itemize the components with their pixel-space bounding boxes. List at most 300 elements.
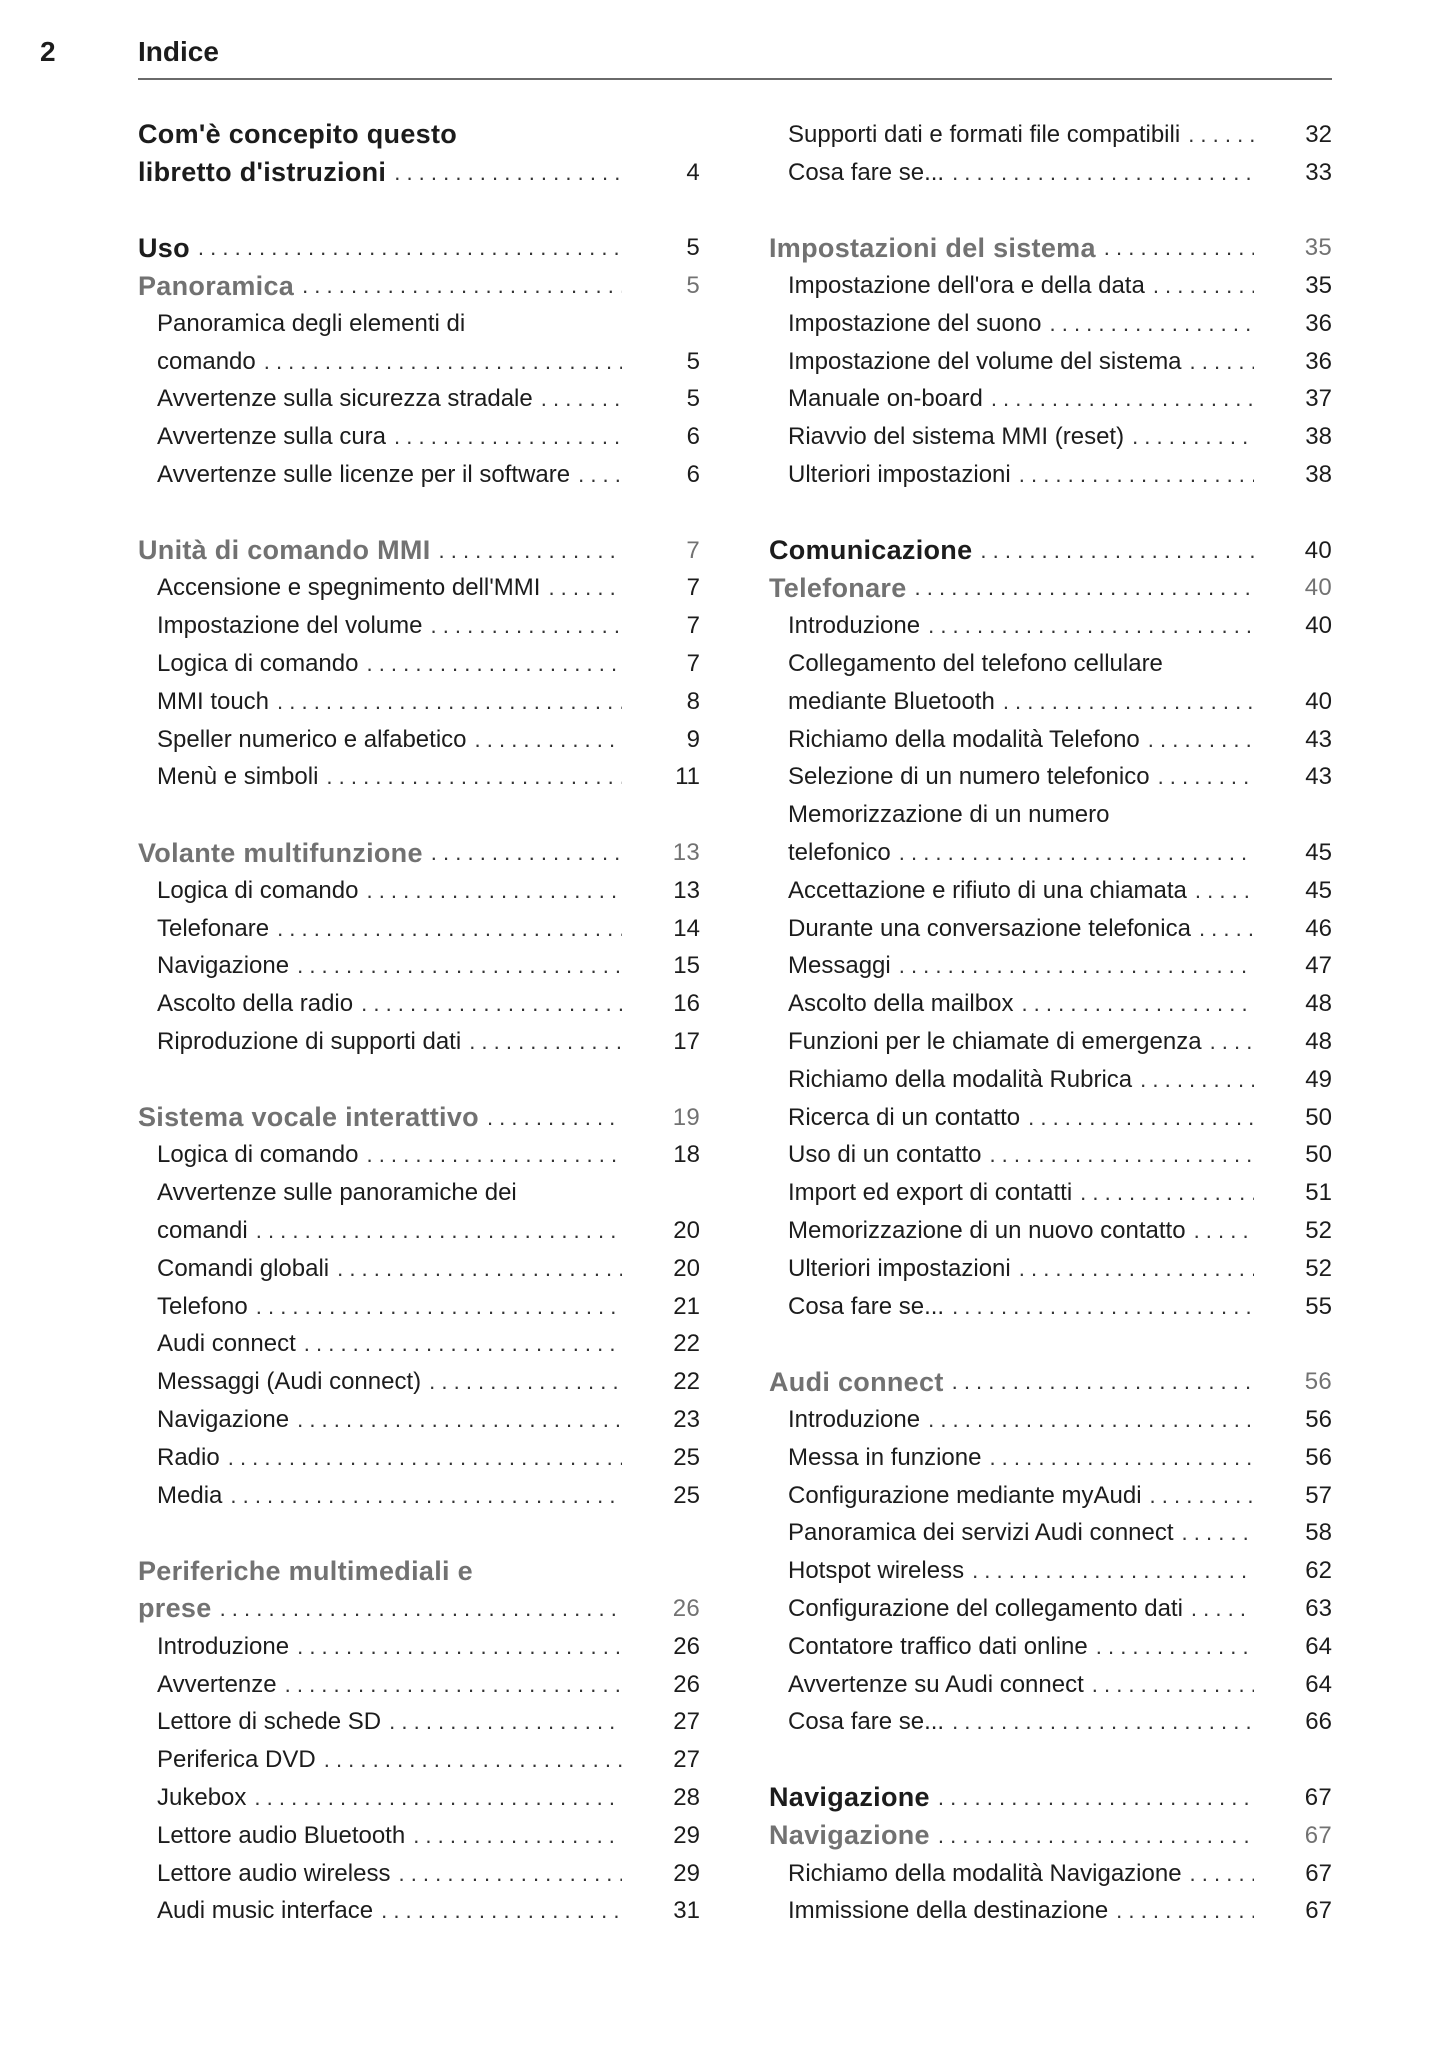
toc-page-number: 50 xyxy=(1305,1141,1332,1169)
toc-entry-title: Impostazioni del sistema xyxy=(769,232,1096,263)
dot-leader xyxy=(269,916,622,942)
toc-entry-title: Comunicazione xyxy=(769,535,973,566)
toc-entry[interactable] xyxy=(138,1628,700,1666)
toc-entry-title: Panoramica xyxy=(138,270,295,301)
toc-page-number: 58 xyxy=(1305,1519,1332,1547)
toc-page-number: 27 xyxy=(673,1708,700,1736)
toc-section-heading xyxy=(138,116,700,154)
toc-page-number: 7 xyxy=(686,650,700,678)
toc-entry-title: libretto d'istruzioni xyxy=(138,157,387,188)
toc-page-number: 16 xyxy=(673,990,700,1018)
toc-entry-title: mediante Bluetooth xyxy=(788,687,995,715)
blank-line xyxy=(769,494,1332,532)
toc-entry-title: Media xyxy=(157,1481,223,1509)
toc-section-heading[interactable] xyxy=(138,834,700,872)
dot-leader xyxy=(981,1445,1254,1471)
toc-entry[interactable] xyxy=(138,683,700,721)
toc-entry-title: Collegamento del telefono cellulare xyxy=(788,650,1163,678)
toc-entry[interactable] xyxy=(769,607,1332,645)
dot-leader xyxy=(373,1898,622,1924)
dot-leader xyxy=(907,575,1254,601)
toc-entry-title: Periferica DVD xyxy=(157,1746,316,1774)
toc-page-number: 22 xyxy=(673,1330,700,1358)
toc-page-number: 45 xyxy=(1305,876,1332,904)
toc-entry[interactable] xyxy=(138,1439,700,1477)
dot-leader xyxy=(246,1785,622,1811)
dot-leader xyxy=(930,1823,1254,1849)
toc-page-number: 63 xyxy=(1305,1594,1332,1622)
toc-entry-title: Messa in funzione xyxy=(788,1443,982,1471)
dot-leader xyxy=(1180,122,1254,148)
toc-entry[interactable] xyxy=(138,948,700,986)
toc-entry-title: Navigazione xyxy=(769,1782,930,1813)
blank-line xyxy=(138,494,700,532)
toc-entry[interactable] xyxy=(138,1741,700,1779)
toc-entry-title: Richiamo della modalità Navigazione xyxy=(788,1859,1182,1887)
toc-entry[interactable] xyxy=(769,1628,1332,1666)
toc-entry-title: Ulteriori impostazioni xyxy=(788,1254,1011,1282)
dot-leader xyxy=(289,1407,622,1433)
toc-entry[interactable] xyxy=(138,1666,700,1704)
toc-page-number: 51 xyxy=(1305,1179,1332,1207)
toc-page-number: 43 xyxy=(1305,763,1332,791)
toc-page-number: 35 xyxy=(1304,234,1332,262)
toc-entry[interactable] xyxy=(769,381,1332,419)
dot-leader xyxy=(289,1634,622,1660)
dot-leader xyxy=(1140,727,1254,753)
toc-entry-title: Lettore di schede SD xyxy=(157,1708,382,1736)
toc-entry-title: Avvertenze sulla sicurezza stradale xyxy=(157,385,533,413)
toc-page-number: 52 xyxy=(1305,1217,1332,1244)
toc-entry[interactable] xyxy=(769,116,1332,154)
dot-leader xyxy=(944,1294,1254,1320)
toc-page-number: 4 xyxy=(686,158,700,186)
toc-entry[interactable] xyxy=(769,1137,1332,1175)
blank-line xyxy=(138,1061,700,1099)
dot-leader xyxy=(1096,235,1254,261)
dot-leader xyxy=(422,613,622,639)
toc-entry[interactable] xyxy=(769,1514,1332,1552)
toc-entry-title: Audi connect xyxy=(769,1366,944,1397)
toc-page-number: 66 xyxy=(1305,1708,1332,1736)
dot-leader xyxy=(318,764,622,790)
toc-page-number: 29 xyxy=(673,1821,700,1849)
toc-entry-title: telefonico xyxy=(788,839,891,867)
dot-leader xyxy=(995,689,1254,715)
dot-leader xyxy=(964,1558,1254,1584)
toc-entry[interactable] xyxy=(138,645,700,683)
toc-entry[interactable] xyxy=(138,985,700,1023)
dot-leader xyxy=(944,1369,1254,1395)
toc-page-number: 11 xyxy=(675,763,700,791)
toc-entry-title: Periferiche multimediali e xyxy=(138,1555,473,1586)
toc-page-number: 29 xyxy=(673,1859,700,1887)
dot-leader xyxy=(289,953,622,979)
toc-page-number: 6 xyxy=(686,461,700,489)
toc-page-number: 40 xyxy=(1304,574,1332,602)
dot-leader xyxy=(1011,1256,1254,1282)
dot-leader xyxy=(983,386,1254,412)
dot-leader xyxy=(256,349,622,375)
toc-page-number: 67 xyxy=(1305,1897,1332,1925)
toc-entry[interactable] xyxy=(769,683,1332,721)
toc-entry-title: Impostazione del volume del sistema xyxy=(788,347,1182,375)
toc-page-number: 57 xyxy=(1305,1481,1332,1509)
toc-page-number: 43 xyxy=(1305,725,1332,753)
toc-entry-title: Navigazione xyxy=(769,1820,930,1851)
toc-entry-title: Richiamo della modalità Telefono xyxy=(788,725,1140,753)
toc-entry-title: Navigazione xyxy=(157,952,290,980)
dot-leader xyxy=(190,235,622,261)
toc-page-number: 21 xyxy=(673,1292,700,1320)
toc-entry[interactable] xyxy=(769,1666,1332,1704)
toc-entry-title: Uso di un contatto xyxy=(788,1141,982,1169)
toc-page-number: 64 xyxy=(1305,1632,1332,1660)
toc-entry-title: Import ed export di contatti xyxy=(788,1179,1073,1207)
blank-line xyxy=(138,796,700,834)
toc-entry-title: Avvertenze sulla cura xyxy=(157,423,387,451)
toc-page-number: 33 xyxy=(1305,158,1332,186)
toc-page-number: 22 xyxy=(673,1368,700,1396)
toc-entry[interactable] xyxy=(769,1401,1332,1439)
toc-entry[interactable] xyxy=(138,343,700,381)
toc-page-number: 26 xyxy=(672,1594,700,1622)
toc-entry[interactable] xyxy=(138,1817,700,1855)
toc-entry-title: Introduzione xyxy=(157,1632,290,1660)
dot-leader xyxy=(1088,1634,1254,1660)
dot-leader xyxy=(1013,991,1254,1017)
toc-entry[interactable] xyxy=(138,1137,700,1175)
toc-page-number: 23 xyxy=(673,1405,700,1433)
toc-entry[interactable] xyxy=(769,910,1332,948)
toc-entry-title: Introduzione xyxy=(788,1405,921,1433)
toc-section-heading[interactable] xyxy=(138,267,700,305)
toc-section-heading[interactable] xyxy=(769,229,1332,267)
toc-entry-title: Avvertenze sulle panoramiche dei xyxy=(157,1179,517,1207)
toc-page-number: 7 xyxy=(686,536,700,564)
toc-section-heading[interactable] xyxy=(769,532,1332,570)
toc-entry-title: Ulteriori impostazioni xyxy=(788,461,1011,489)
toc-page-number: 48 xyxy=(1305,990,1332,1018)
toc-entry-title: Uso xyxy=(138,232,190,263)
toc-entry-title: Supporti dati e formati file compatibili xyxy=(788,120,1181,148)
dot-leader xyxy=(1084,1672,1254,1698)
dot-leader xyxy=(920,1407,1254,1433)
toc-entry-title: Logica di comando xyxy=(157,650,359,678)
toc-page-number: 38 xyxy=(1305,461,1332,489)
toc-entry[interactable] xyxy=(138,1892,700,1930)
toc-page-number: 40 xyxy=(1304,536,1332,564)
toc-entry-title: Ascolto della mailbox xyxy=(788,990,1014,1018)
toc-entry[interactable] xyxy=(769,1477,1332,1515)
toc-entry-title: Audi music interface xyxy=(157,1897,374,1925)
toc-entry[interactable] xyxy=(138,607,700,645)
toc-entry[interactable] xyxy=(138,872,700,910)
toc-section-heading[interactable] xyxy=(138,229,700,267)
toc-page-number: 20 xyxy=(673,1217,700,1244)
toc-entry[interactable] xyxy=(769,1288,1332,1326)
toc-entry-title: Messaggi xyxy=(788,952,891,980)
dot-leader xyxy=(431,538,623,564)
toc-entry[interactable] xyxy=(138,1212,700,1250)
dot-leader xyxy=(329,1256,622,1282)
toc-entry[interactable] xyxy=(769,1439,1332,1477)
toc-entry-title: Impostazione del volume xyxy=(157,612,423,640)
toc-page-number: 49 xyxy=(1305,1065,1332,1093)
dot-leader xyxy=(1011,462,1254,488)
toc-entry[interactable] xyxy=(138,570,700,608)
dot-leader xyxy=(1150,764,1254,790)
dot-leader xyxy=(294,273,622,299)
toc-entry-title: Lettore audio wireless xyxy=(157,1859,391,1887)
toc-page-number: 5 xyxy=(686,272,700,300)
toc-entry-title: Configurazione del collegamento dati xyxy=(788,1594,1183,1622)
toc-entry[interactable] xyxy=(138,1477,700,1515)
toc-section-heading[interactable] xyxy=(138,1590,700,1628)
dot-leader xyxy=(1142,1483,1254,1509)
toc-entry-title: Panoramica dei servizi Audi connect xyxy=(788,1519,1174,1547)
toc-entry-title: Durante una conversazione telefonica xyxy=(788,914,1191,942)
toc-section-heading[interactable] xyxy=(769,1779,1332,1817)
toc-entry[interactable] xyxy=(769,343,1332,381)
toc-entry[interactable] xyxy=(769,1212,1332,1250)
toc-entry-title: Sistema vocale interattivo xyxy=(138,1102,479,1133)
toc-page-number: 5 xyxy=(686,385,700,413)
dot-leader xyxy=(467,727,622,753)
toc-entry[interactable] xyxy=(769,872,1332,910)
toc-page-number: 26 xyxy=(673,1632,700,1660)
toc-page-number: 56 xyxy=(1304,1368,1332,1396)
dot-leader xyxy=(891,840,1254,866)
toc-section-heading[interactable] xyxy=(769,1363,1332,1401)
toc-page-number: 26 xyxy=(673,1670,700,1698)
toc-entry xyxy=(138,1174,700,1212)
dot-leader xyxy=(570,462,622,488)
blank-line xyxy=(769,1326,1332,1364)
toc-page-number: 67 xyxy=(1304,1783,1332,1811)
dot-leader xyxy=(277,1672,622,1698)
dot-leader xyxy=(421,1369,622,1395)
toc-page-number: 37 xyxy=(1305,385,1332,413)
toc-page-number: 5 xyxy=(686,234,700,262)
toc-entry[interactable] xyxy=(138,1326,700,1364)
dot-leader xyxy=(353,991,622,1017)
toc-page-number: 36 xyxy=(1305,309,1332,337)
page-title: Indice xyxy=(138,36,219,67)
toc-entry[interactable] xyxy=(769,1250,1332,1288)
toc-entry-title: Menù e simboli xyxy=(157,763,319,791)
dot-leader xyxy=(390,1861,622,1887)
blank-line xyxy=(138,192,700,230)
toc-entry-title: Telefono xyxy=(157,1292,248,1320)
dot-leader xyxy=(269,689,622,715)
dot-leader xyxy=(1182,349,1254,375)
dot-leader xyxy=(1072,1180,1254,1206)
toc-entry[interactable] xyxy=(769,305,1332,343)
header-rule xyxy=(138,78,1332,80)
dot-leader xyxy=(1132,1067,1254,1093)
toc-entry-title: Manuale on-board xyxy=(788,385,983,413)
toc-entry[interactable] xyxy=(138,759,700,797)
toc-column-right xyxy=(769,116,1332,1930)
toc-entry[interactable] xyxy=(769,1099,1332,1137)
toc-entry-title: Unità di comando MMI xyxy=(138,535,431,566)
blank-line xyxy=(769,192,1332,230)
toc-entry-title: Impostazione dell'ora e della data xyxy=(788,272,1145,300)
dot-leader xyxy=(1187,878,1254,904)
toc-page-number: 17 xyxy=(673,1028,700,1056)
dot-leader xyxy=(358,651,622,677)
dot-leader xyxy=(386,424,622,450)
toc-entry-title: Configurazione mediante myAudi xyxy=(788,1481,1142,1509)
dot-leader xyxy=(891,953,1254,979)
toc-entry-title: Cosa fare se... xyxy=(788,1292,945,1320)
toc-entry-title: Avvertenze sulle licenze per il software xyxy=(157,461,571,489)
toc-entry-title: Riproduzione di supporti dati xyxy=(157,1028,462,1056)
toc-entry-title: Avvertenze xyxy=(157,1670,277,1698)
toc-column-left xyxy=(138,116,700,1930)
toc-page-number: 50 xyxy=(1305,1103,1332,1131)
dot-leader xyxy=(423,840,622,866)
toc-entry-title: Radio xyxy=(157,1443,220,1471)
toc-entry[interactable] xyxy=(769,1061,1332,1099)
toc-entry-title: Telefonare xyxy=(769,572,907,603)
toc-entry[interactable] xyxy=(138,1401,700,1439)
toc-entry-title: Funzioni per le chiamate di emergenza xyxy=(788,1028,1202,1056)
toc-section-heading[interactable] xyxy=(769,570,1332,608)
toc-entry[interactable] xyxy=(769,834,1332,872)
toc-page-number: 47 xyxy=(1305,952,1332,980)
toc-page-number: 7 xyxy=(686,574,700,602)
toc-entry[interactable] xyxy=(138,1779,700,1817)
toc-entry[interactable] xyxy=(138,1703,700,1741)
dot-leader xyxy=(248,1294,622,1320)
toc-entry-title: Ricerca di un contatto xyxy=(788,1103,1021,1131)
dot-leader xyxy=(248,1218,622,1244)
toc-page-number: 46 xyxy=(1305,914,1332,942)
toc-entry-title: Messaggi (Audi connect) xyxy=(157,1368,422,1396)
toc-entry[interactable] xyxy=(769,1590,1332,1628)
toc-entry-title: Accensione e spegnimento dell'MMI xyxy=(157,574,541,602)
toc-page-number: 25 xyxy=(673,1481,700,1509)
dot-leader xyxy=(533,386,622,412)
dot-leader xyxy=(930,1785,1254,1811)
toc-entry[interactable] xyxy=(769,759,1332,797)
dot-leader xyxy=(1182,1861,1254,1887)
dot-leader xyxy=(920,613,1254,639)
blank-line xyxy=(138,1514,700,1552)
dot-leader xyxy=(381,1709,622,1735)
toc-page-number: 67 xyxy=(1304,1821,1332,1849)
toc-entry[interactable] xyxy=(769,1023,1332,1061)
toc-entry-title: Richiamo della modalità Rubrica xyxy=(788,1065,1133,1093)
dot-leader xyxy=(386,160,622,186)
toc-entry[interactable] xyxy=(138,721,700,759)
dot-leader xyxy=(1108,1898,1254,1924)
dot-leader xyxy=(316,1747,622,1773)
toc-entry[interactable] xyxy=(769,1892,1332,1930)
toc-page-number: 40 xyxy=(1305,612,1332,640)
toc-entry[interactable] xyxy=(138,910,700,948)
toc-entry[interactable] xyxy=(138,456,700,494)
dot-leader xyxy=(296,1331,622,1357)
toc-entry-title: Lettore audio Bluetooth xyxy=(157,1821,406,1849)
toc-page-number: 5 xyxy=(686,347,700,375)
toc-entry[interactable] xyxy=(769,1703,1332,1741)
toc-entry[interactable] xyxy=(138,1855,700,1893)
toc-entry-title: Memorizzazione di un numero xyxy=(788,801,1110,829)
dot-leader xyxy=(222,1483,622,1509)
toc-section-heading[interactable] xyxy=(138,1099,700,1137)
dot-leader xyxy=(1186,1218,1254,1244)
toc-entry[interactable] xyxy=(769,1855,1332,1893)
toc-entry[interactable] xyxy=(138,1023,700,1061)
toc-entry[interactable] xyxy=(769,985,1332,1023)
toc-page-number: 15 xyxy=(673,952,700,980)
toc-entry[interactable] xyxy=(138,1250,700,1288)
toc-entry[interactable] xyxy=(769,267,1332,305)
dot-leader xyxy=(972,538,1254,564)
toc-entry-title: Audi connect xyxy=(157,1330,296,1358)
dot-leader xyxy=(1145,273,1254,299)
toc-page-number: 20 xyxy=(673,1254,700,1282)
toc-entry[interactable] xyxy=(769,456,1332,494)
dot-leader xyxy=(405,1823,622,1849)
toc-entry-title: comando xyxy=(157,347,256,375)
toc-entry[interactable] xyxy=(138,418,700,456)
toc-page-number: 13 xyxy=(672,839,700,867)
toc-page-number: 40 xyxy=(1305,687,1332,715)
toc-entry xyxy=(138,305,700,343)
toc-page-number: 28 xyxy=(673,1783,700,1811)
toc-entry[interactable] xyxy=(769,1174,1332,1212)
toc-entry[interactable] xyxy=(769,948,1332,986)
toc-entry-title: Selezione di un numero telefonico xyxy=(788,763,1150,791)
toc-page-number: 32 xyxy=(1305,120,1332,148)
toc-entry[interactable] xyxy=(138,1363,700,1401)
dot-leader xyxy=(461,1029,622,1055)
dot-leader xyxy=(944,1709,1254,1735)
toc-entry[interactable] xyxy=(769,1552,1332,1590)
toc-page-number: 9 xyxy=(686,725,700,753)
dot-leader xyxy=(1183,1596,1254,1622)
toc-page-number: 48 xyxy=(1305,1028,1332,1056)
dot-leader xyxy=(981,1142,1254,1168)
toc-entry-title: Panoramica degli elementi di xyxy=(157,309,466,337)
toc-section-heading[interactable] xyxy=(138,532,700,570)
dot-leader xyxy=(220,1445,622,1471)
toc-entry-title: Ascolto della radio xyxy=(157,990,354,1018)
toc-entry[interactable] xyxy=(138,1288,700,1326)
dot-leader xyxy=(1020,1105,1254,1131)
toc-entry-title: Contatore traffico dati online xyxy=(788,1632,1088,1660)
toc-entry[interactable] xyxy=(769,418,1332,456)
toc-entry-title: Hotspot wireless xyxy=(788,1557,965,1585)
toc-page-number: 8 xyxy=(686,687,700,715)
toc-page-number: 35 xyxy=(1305,272,1332,300)
toc-entry-title: Speller numerico e alfabetico xyxy=(157,725,467,753)
toc-entry-title: Telefonare xyxy=(157,914,270,942)
toc-entry-title: Logica di comando xyxy=(157,1141,359,1169)
toc-entry[interactable] xyxy=(769,721,1332,759)
toc-entry-title: Comandi globali xyxy=(157,1254,330,1282)
dot-leader xyxy=(1202,1029,1254,1055)
toc-entry[interactable] xyxy=(138,381,700,419)
toc-section-heading[interactable] xyxy=(769,1817,1332,1855)
dot-leader xyxy=(479,1105,622,1131)
toc-section-heading[interactable] xyxy=(138,154,700,192)
toc-entry[interactable] xyxy=(769,154,1332,192)
